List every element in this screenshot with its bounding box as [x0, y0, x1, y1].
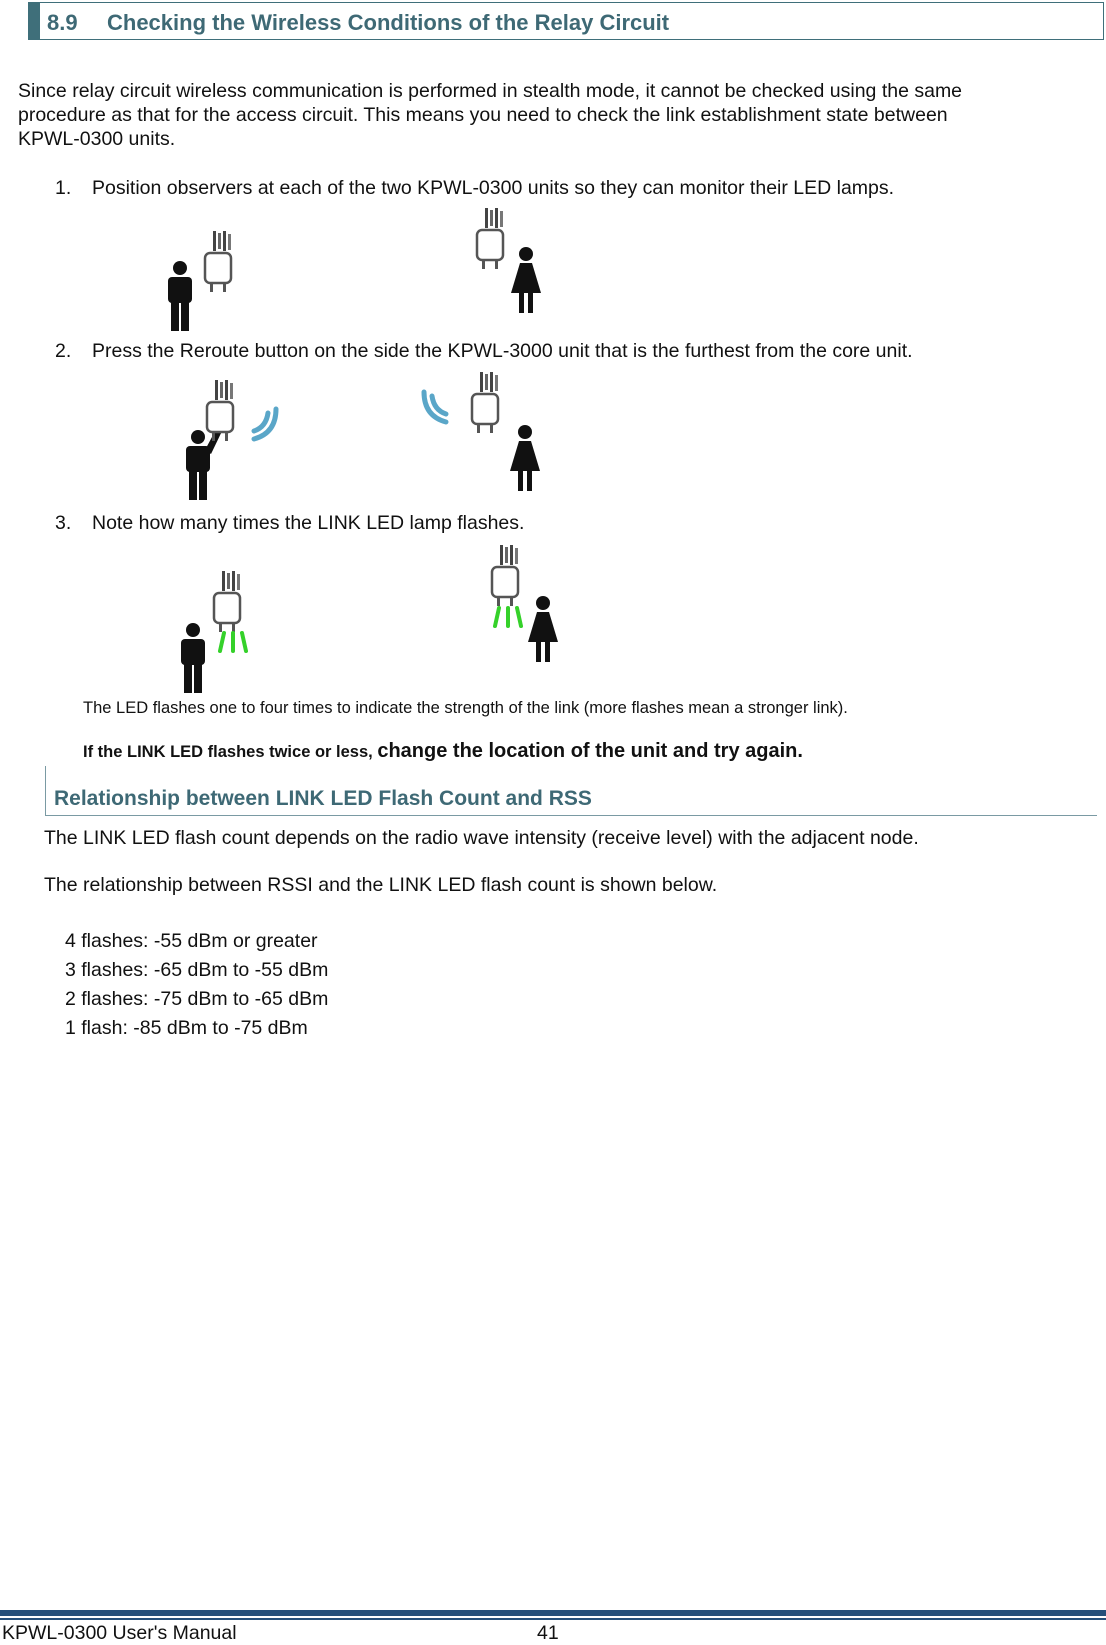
- step-3-illustration: [170, 543, 570, 693]
- warning-condition: If the LINK LED flashes twice or less,: [83, 743, 378, 761]
- observer-man-icon: [181, 623, 205, 693]
- observer-woman-icon: [511, 247, 541, 313]
- step-2-number: 2.: [55, 340, 72, 362]
- observer-woman-icon: [510, 425, 540, 491]
- flash-count-item: 3 flashes: -65 dBm to -55 dBm: [65, 959, 329, 981]
- observer-woman-icon: [528, 596, 558, 662]
- step-3-number: 3.: [55, 512, 72, 534]
- intro-paragraph: [18, 79, 1078, 151]
- flash-count-paragraph: The LINK LED flash count depends on the radio wave intensity (receive level) with the adjacent node.: [44, 827, 919, 849]
- footer-rule: [0, 1618, 1106, 1620]
- intro-line: Since relay circuit wireless communication is performed in stealth mode, it cannot be checked using the same: [18, 80, 963, 102]
- radio-wave-icon: [254, 409, 276, 439]
- step-2-illustration: [175, 370, 565, 505]
- step-2-text: Press the Reroute button on the side the KPWL-3000 unit that is the furthest from the core unit.: [92, 340, 913, 362]
- led-flash-icon: [220, 633, 246, 651]
- step-1-number: 1.: [55, 177, 72, 199]
- radio-wave-icon: [424, 392, 446, 422]
- led-strength-note: The LED flashes one to four times to indicate the strength of the link (more flashes mean a stronger link).: [83, 699, 848, 717]
- section-title: Checking the Wireless Conditions of the Relay Circuit: [107, 10, 670, 35]
- relay-unit-icon: [205, 231, 231, 292]
- flash-count-item: 4 flashes: -55 dBm or greater: [65, 930, 318, 952]
- step-3-text: Note how many times the LINK LED lamp flashes.: [92, 512, 525, 534]
- relay-unit-icon: [207, 380, 233, 441]
- intro-line: KPWL-0300 units.: [18, 128, 176, 150]
- flash-count-item: 1 flash: -85 dBm to -75 dBm: [65, 1017, 308, 1039]
- relay-unit-icon: [492, 545, 518, 606]
- relay-unit-icon: [477, 208, 503, 269]
- led-flash-icon: [495, 608, 521, 626]
- footer-rule: [0, 1610, 1106, 1616]
- relay-unit-icon: [472, 372, 498, 433]
- page-number: 41: [537, 1622, 559, 1644]
- intro-line: procedure as that for the access circuit. This means you need to check the link establishment state between: [18, 104, 948, 126]
- warning-action: change the location of the unit and try again.: [377, 740, 803, 762]
- subsection-title: Relationship between LINK LED Flash Count and RSS: [54, 787, 592, 810]
- flash-count-item: 2 flashes: -75 dBm to -65 dBm: [65, 988, 329, 1010]
- step-1-text: Position observers at each of the two KPWL-0300 units so they can monitor their LED lamps.: [92, 177, 895, 199]
- section-number: 8.9: [47, 10, 78, 35]
- footer-manual-title: KPWL-0300 User's Manual: [2, 1622, 237, 1644]
- relay-unit-icon: [214, 571, 240, 632]
- observer-pressing-man-icon: [186, 424, 224, 500]
- relocation-warning: [83, 740, 803, 763]
- step-1-illustration: [160, 205, 570, 335]
- observer-man-icon: [168, 261, 192, 331]
- rssi-relationship-paragraph: The relationship between RSSI and the LINK LED flash count is shown below.: [44, 874, 718, 896]
